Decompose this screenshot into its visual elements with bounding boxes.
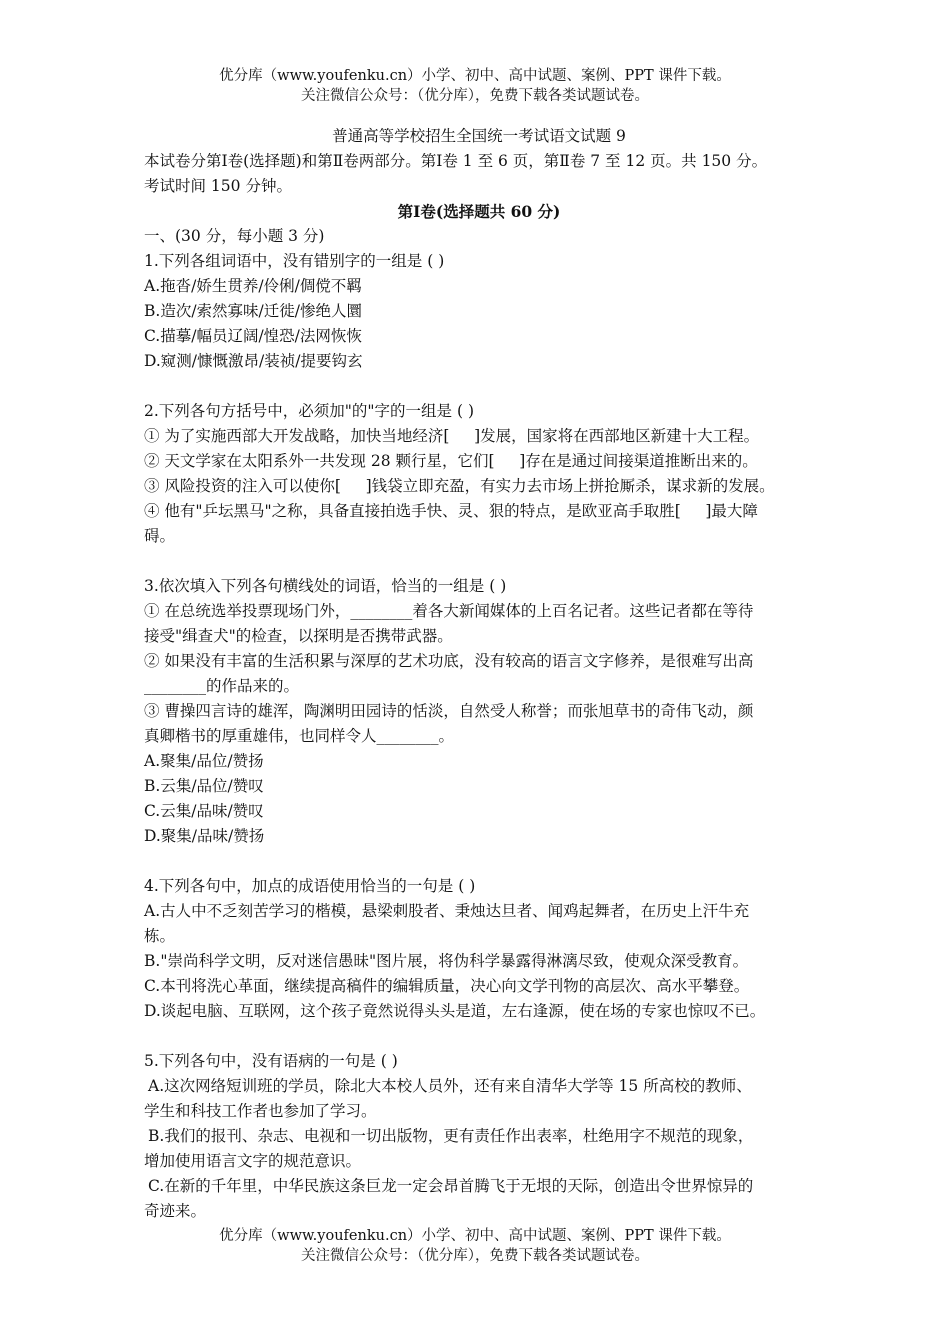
question-5 (144, 1049, 814, 1224)
exam-content (144, 124, 814, 1224)
option-line: C.在新的千年里，中华民族这条巨龙一定会昂首腾飞于无垠的天际，创造出令世界惊异的 (148, 1177, 754, 1195)
option-line: C.本刊将洗心革面，继续提高稿件的编辑质量，决心向文学刊物的高层次、高水平攀登。 (144, 977, 750, 995)
sentence-line: ② 如果没有丰富的生活积累与深厚的艺术功底，没有较高的语言文字修养，是很难写出高 (144, 652, 754, 670)
part-one-heading: 一、(30 分，每小题 3 分) (144, 227, 325, 245)
section-title: 第Ⅰ卷(选择题共 60 分) (397, 202, 561, 221)
option: C.描摹/幅员辽阔/惶恐/法网恢恢 (144, 327, 362, 345)
question-stem: 2.下列各句方括号中，必须加"的"字的一组是 ( ) (144, 402, 474, 420)
option-line: B.我们的报刊、杂志、电视和一切出版物，更有责任作出表率，杜绝用字不规范的现象， (148, 1127, 754, 1145)
sentence-line: ② 天文学家在太阳系外一共发现 28 颗行星，它们[ ]存在是通过间接渠道推断出来的。 (144, 452, 758, 470)
header-line-2: 关注微信公众号：（优分库），免费下载各类试题试卷。 (301, 88, 649, 104)
option-line: 栋。 (144, 927, 176, 945)
option-line: 学生和科技工作者也参加了学习。 (144, 1102, 377, 1120)
option: B.云集/品位/赞叹 (144, 777, 264, 795)
sentence-line: ① 为了实施西部大开发战略，加快当地经济[ ]发展，国家将在西部地区新建十大工程。 (144, 427, 760, 445)
question-1 (144, 249, 814, 374)
question-stem: 5.下列各句中，没有语病的一句是 ( ) (144, 1052, 398, 1070)
sentence-line: ③ 风险投资的注入可以使你[ ]钱袋立即充盈，有实力去市场上拼抢厮杀，谋求新的发展。 (144, 477, 775, 495)
option: A.拖沓/娇生贯养/伶俐/倜傥不羁 (144, 277, 362, 295)
sentence-line: 真卿楷书的厚重雄伟，也同样令人________。 (144, 727, 455, 745)
question-3 (144, 574, 814, 849)
option: C.云集/品味/赞叹 (144, 802, 264, 820)
sentence-line: 碍。 (144, 527, 176, 545)
sentence-line: ④ 他有"乒坛黑马"之称，具备直接拍选手快、灵、狠的特点，是欧亚高手取胜[ ]最大障 (144, 502, 758, 520)
option: D.窥测/慷慨激昂/装祯/提要钩玄 (144, 352, 363, 370)
footer-line-2: 关注微信公众号：（优分库），免费下载各类试题试卷。 (301, 1248, 649, 1264)
option-line: 增加使用语言文字的规范意识。 (144, 1152, 362, 1170)
intro-line-1: 本试卷分第Ⅰ卷(选择题)和第Ⅱ卷两部分。第Ⅰ卷 1 至 6 页，第Ⅱ卷 7 至 12 页。共 150 分。 (144, 152, 768, 170)
option-line: A.古人中不乏刻苦学习的楷模，悬梁刺股者、秉烛达旦者、闻鸡起舞者，在历史上汗牛充 (144, 902, 750, 920)
option-line: A.这次网络短训班的学员，除北大本校人员外，还有来自清华大学等 15 所高校的教师、 (148, 1077, 752, 1095)
sentence-line: ① 在总统选举投票现场门外，________着各大新闻媒体的上百名记者。这些记者都在等待 (144, 602, 754, 620)
option: B.造次/索然寡味/迁徙/惨绝人圜 (144, 302, 362, 320)
page-header (0, 66, 950, 106)
header-line-1: 优分库（www.youfenku.cn）小学、初中、高中试题、案例、PPT 课件下载。 (219, 68, 731, 84)
intro-line-2: 考试时间 150 分钟。 (144, 177, 292, 195)
option-line: D.谈起电脑、互联网，这个孩子竟然说得头头是道，左右逢源，使在场的专家也惊叹不已。 (144, 1002, 766, 1020)
document-title: 普通高等学校招生全国统一考试语文试题 9 (332, 127, 626, 145)
option: A.聚集/品位/赞扬 (144, 752, 264, 770)
question-stem: 4.下列各句中，加点的成语使用恰当的一句是 ( ) (144, 877, 476, 895)
question-stem: 3.依次填入下列各句横线处的词语，恰当的一组是 ( ) (144, 577, 507, 595)
page-footer (0, 1226, 950, 1266)
option: D.聚集/品味/赞扬 (144, 827, 265, 845)
question-stem: 1.下列各组词语中，没有错别字的一组是 ( ) (144, 252, 445, 270)
sentence-line: 接受"缉查犬"的检查，以探明是否携带武器。 (144, 627, 453, 645)
sentence-line: ________的作品来的。 (144, 677, 300, 695)
question-4 (144, 874, 814, 1024)
sentence-line: ③ 曹操四言诗的雄浑，陶渊明田园诗的恬淡，自然受人称誉；而张旭草书的奇伟飞动，颜 (144, 702, 754, 720)
footer-line-1: 优分库（www.youfenku.cn）小学、初中、高中试题、案例、PPT 课件下载。 (219, 1228, 731, 1244)
option-line: 奇迹来。 (144, 1202, 207, 1220)
question-2 (144, 399, 814, 549)
option-line: B."崇尚科学文明，反对迷信愚昧"图片展，将伪科学暴露得淋漓尽致，使观众深受教育。 (144, 952, 749, 970)
